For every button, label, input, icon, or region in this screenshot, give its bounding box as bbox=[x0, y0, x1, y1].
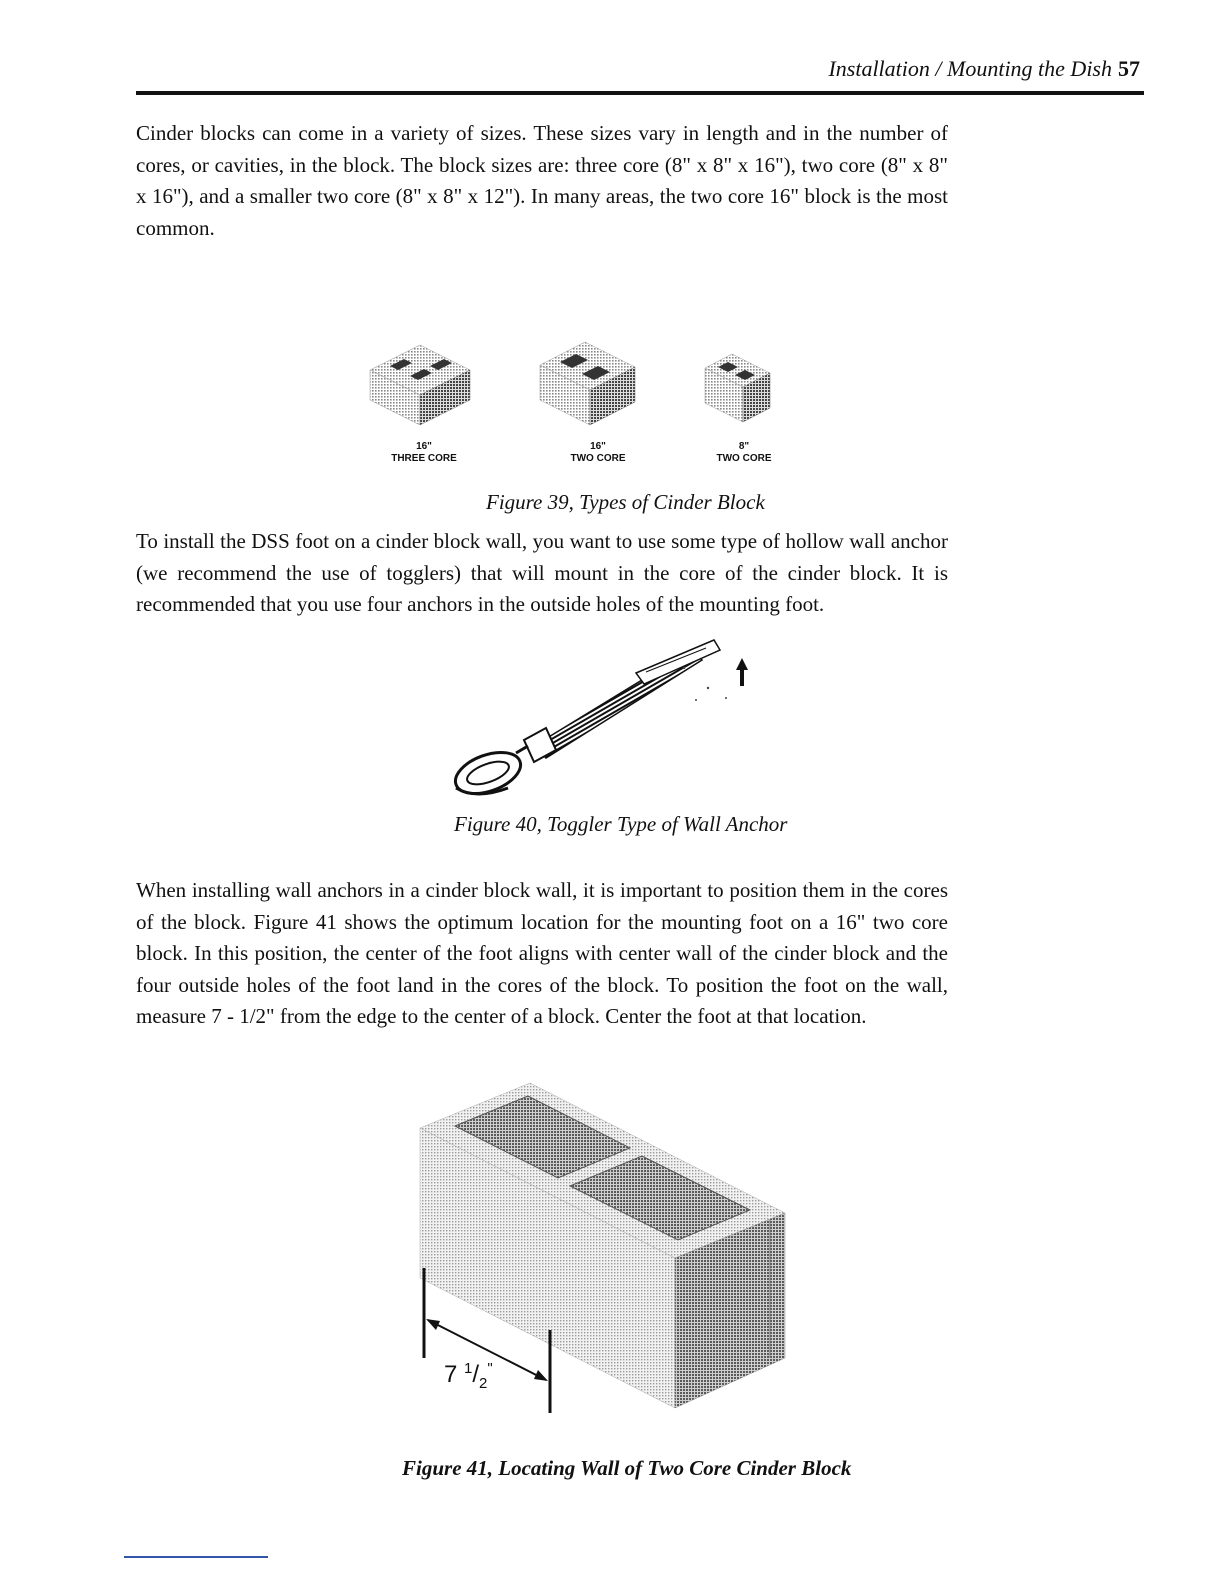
block-size-label: 16" bbox=[590, 441, 606, 452]
block-label-two-core-8 bbox=[684, 441, 804, 465]
figure-41-caption: Figure 41, Locating Wall of Two Core Cinder Block bbox=[402, 1456, 852, 1480]
dimension-denominator: 2 bbox=[479, 1374, 488, 1392]
dimension-unit: " bbox=[487, 1360, 493, 1377]
block-label-two-core-16 bbox=[538, 441, 658, 465]
toggler-anchor bbox=[450, 640, 748, 802]
figure-39-illustration bbox=[360, 330, 800, 440]
page-header bbox=[136, 54, 1144, 96]
block-two-core-8 bbox=[705, 354, 770, 422]
block-two-core-16 bbox=[540, 342, 635, 425]
block-type-label: TWO CORE bbox=[716, 453, 772, 464]
block-label-three-core bbox=[364, 441, 484, 465]
running-head bbox=[828, 56, 1140, 82]
page-number: 57 bbox=[1118, 56, 1140, 81]
paragraph-install: To install the DSS foot on a cinder block wall, you want to use some type of hollow wall anchor (we recommend the use of togglers) that will mount in the core of the cinder block. It is recommended that you use four anchors in the outside holes of the mounting foot. bbox=[136, 529, 948, 616]
paragraph-intro: Cinder blocks can come in a variety of sizes. These sizes vary in length and in the number of cores, or cavities, in the block. The block sizes are: three core (8" x 8" x 16"), two core (8" x 8" x 16"), and a smaller two core (8" x 8" x 12"). In many areas, the two core 16" block is the most common. bbox=[136, 121, 948, 240]
block-size-label: 8" bbox=[738, 441, 750, 452]
dimension-numerator: 1 bbox=[464, 1360, 473, 1377]
figure-40-caption: Figure 40, Toggler Type of Wall Anchor bbox=[454, 812, 788, 836]
header-rule bbox=[136, 91, 1144, 95]
block-type-label: THREE CORE bbox=[391, 453, 457, 464]
dimension-label: 7 $^1/_2^"$ bbox=[444, 1360, 493, 1392]
paragraph-position: When installing wall anchors in a cinder block wall, it is important to position them in the cores of the block. Figure 41 shows the optimum location for the mounting foot on a 16" two core block. In this position, the center of the foot aligns with center wall of the cinder block and the four outside holes of the foot land in the cores of the block. To position the foot on the wall, measure 7 - 1/2" from the edge to the center of a block. Center the foot at that location. bbox=[136, 878, 948, 1028]
figure-39-caption: Figure 39, Types of Cinder Block bbox=[486, 490, 765, 514]
footer-rule bbox=[124, 1556, 268, 1558]
block-type-label: TWO CORE bbox=[570, 453, 626, 464]
dimension-whole: 7 bbox=[444, 1361, 458, 1388]
block-size-label: 16" bbox=[416, 441, 432, 452]
figure-40-illustration bbox=[446, 628, 766, 808]
header-title: Installation / Mounting the Dish bbox=[828, 56, 1112, 81]
block-three-core-16 bbox=[370, 345, 470, 425]
